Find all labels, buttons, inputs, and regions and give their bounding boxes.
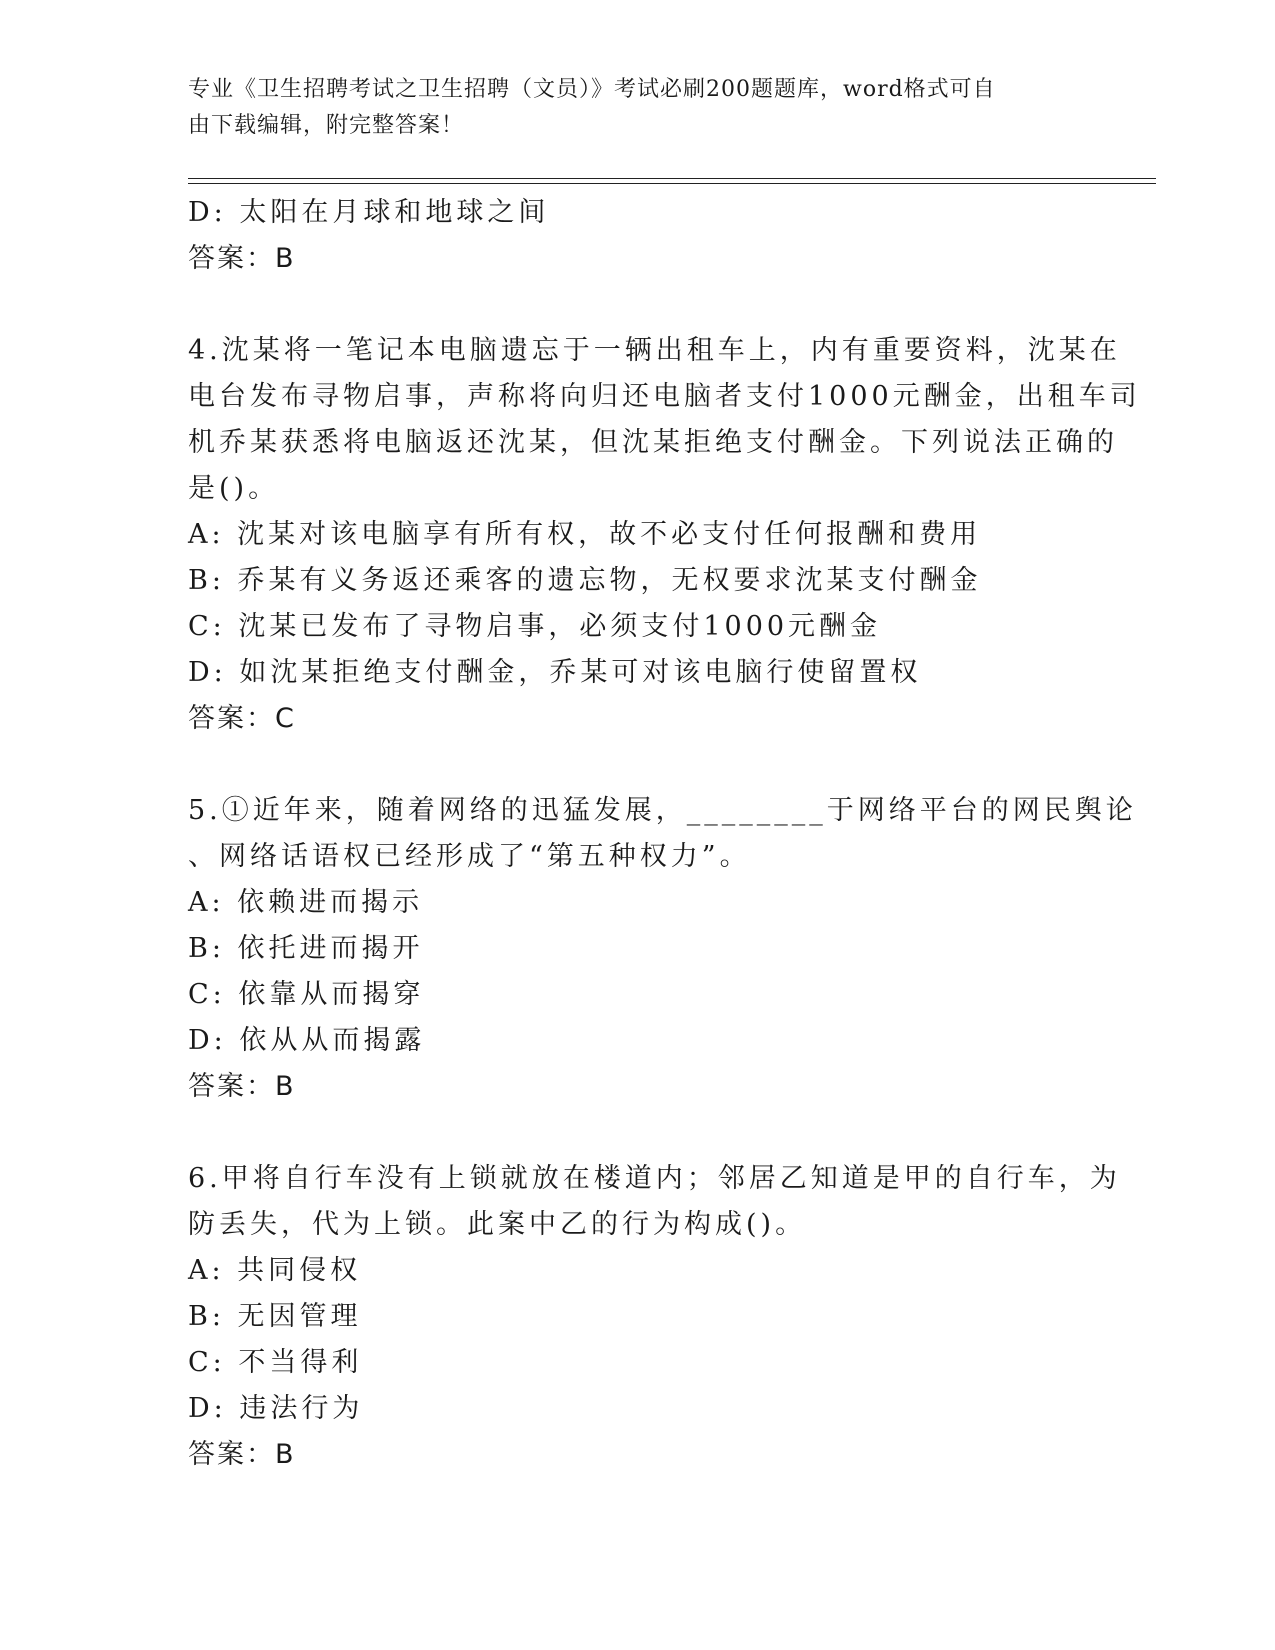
- option-b: B: 乔某有义务返还乘客的遗忘物，无权要求沈某支付酬金: [188, 565, 982, 596]
- header-line-2: 由下载编辑，附完整答案！: [188, 113, 465, 138]
- question-4: [188, 328, 1141, 742]
- option-d: D: 如沈某拒绝支付酬金，乔某可对该电脑行使留置权: [188, 657, 922, 688]
- document-header: [188, 72, 1068, 144]
- question-5: [188, 788, 1137, 1110]
- spacer: [188, 282, 1088, 328]
- header-divider-bottom: [188, 183, 1156, 184]
- option-d: D: 太阳在月球和地球之间: [188, 197, 550, 228]
- option-a: A: 依赖进而揭示: [188, 887, 424, 918]
- answer: 答案：B: [188, 1071, 296, 1102]
- answer: 答案：B: [188, 243, 296, 274]
- spacer: [188, 742, 1088, 788]
- question-stem-line: 、网络话语权已经形成了“第五种权力”。: [188, 841, 751, 872]
- option-c: C: 不当得利: [188, 1347, 363, 1378]
- question-stem-line: 5.①近年来，随着网络的迅猛发展，________于网络平台的网民舆论: [188, 795, 1137, 826]
- option-c: C: 沈某已发布了寻物启事，必须支付1000元酬金: [188, 611, 882, 642]
- answer: 答案：C: [188, 703, 296, 734]
- option-a: A: 沈某对该电脑享有所有权，故不必支付任何报酬和费用: [188, 519, 982, 550]
- spacer: [188, 1110, 1088, 1156]
- option-d: D: 依从从而揭露: [188, 1025, 426, 1056]
- header-divider-top: [188, 178, 1156, 179]
- question-stem-line: 电台发布寻物启事，声称将向归还电脑者支付1000元酬金，出租车司: [188, 381, 1141, 412]
- option-a: A: 共同侵权: [188, 1255, 362, 1286]
- question-content: [188, 190, 1141, 1478]
- answer: 答案：B: [188, 1439, 296, 1470]
- question-stem-line: 防丢失，代为上锁。此案中乙的行为构成()。: [188, 1209, 807, 1240]
- question-stem-line: 是()。: [188, 473, 280, 504]
- option-c: C: 依靠从而揭穿: [188, 979, 425, 1010]
- option-b: B: 依托进而揭开: [188, 933, 424, 964]
- header-line-1: 专业《卫生招聘考试之卫生招聘（文员）》考试必刷200题题库，word格式可自: [188, 77, 996, 102]
- question-6: [188, 1156, 1121, 1478]
- option-b: B: 无因管理: [188, 1301, 362, 1332]
- question-stem-line: 4.沈某将一笔记本电脑遗忘于一辆出租车上，内有重要资料，沈某在: [188, 335, 1121, 366]
- option-d: D: 违法行为: [188, 1393, 364, 1424]
- question-stem-line: 机乔某获悉将电脑返还沈某，但沈某拒绝支付酬金。下列说法正确的: [188, 427, 1118, 458]
- question-stem-line: 6.甲将自行车没有上锁就放在楼道内；邻居乙知道是甲的自行车，为: [188, 1163, 1121, 1194]
